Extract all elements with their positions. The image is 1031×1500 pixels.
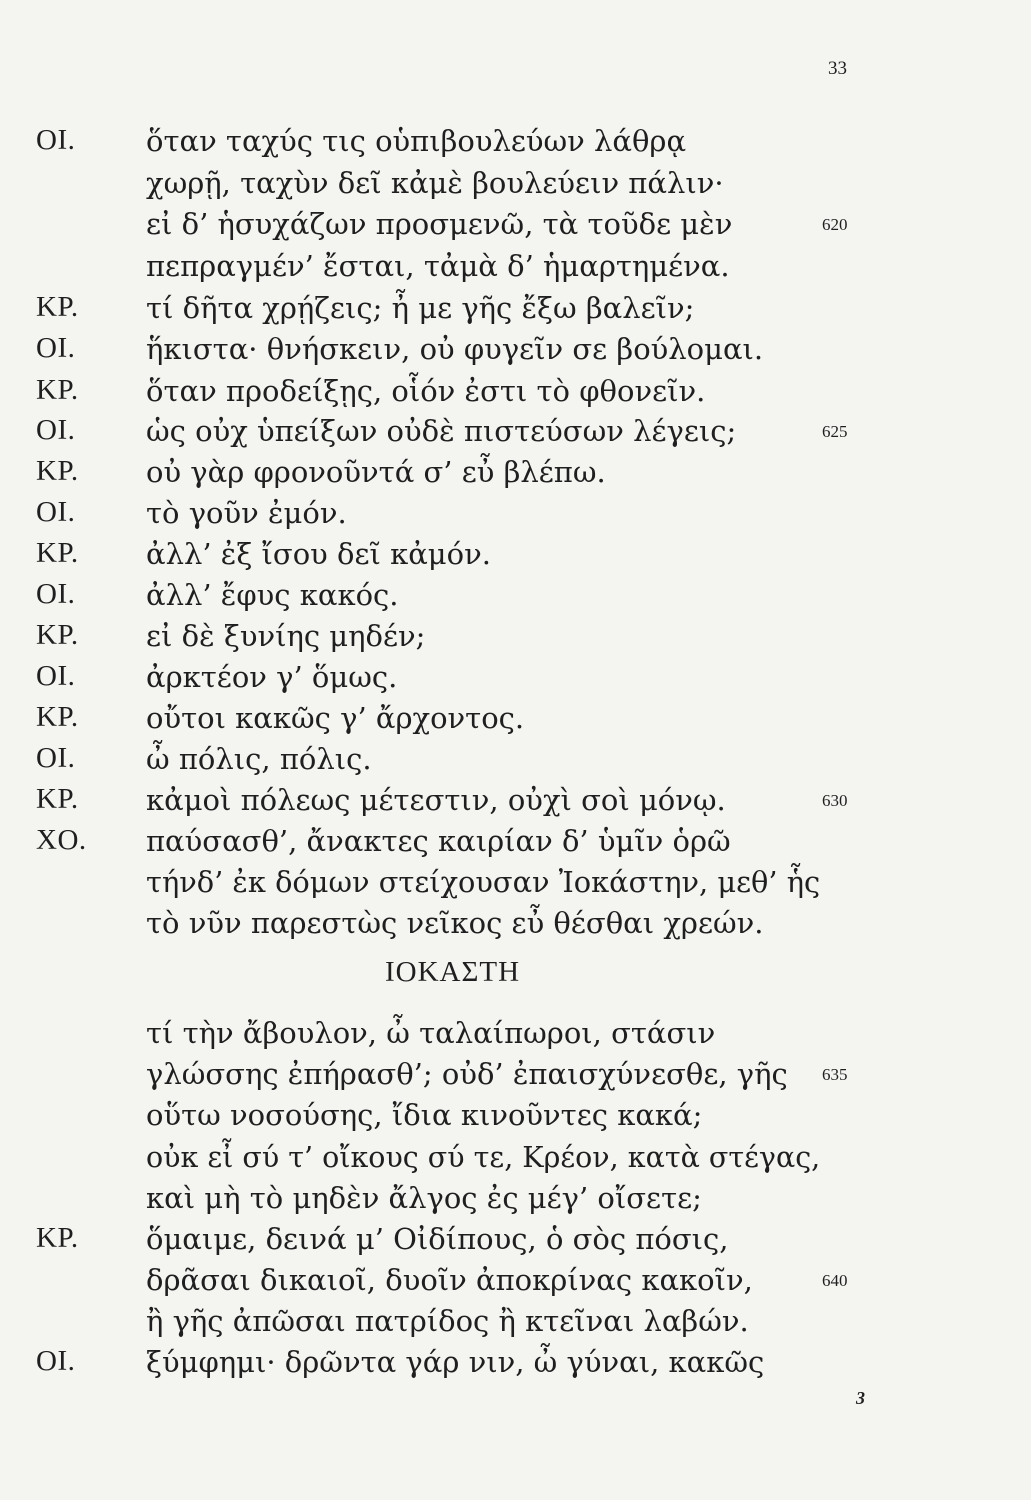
verse-text: τί δῆτα χρῄζεις; ἦ με γῆς ἔξω βαλεῖν; [146,291,695,325]
verse-text: ὅταν ταχύς τις οὑπιβουλεύων λάθρᾳ [146,124,687,158]
verse-text: ὅταν προδείξῃς, οἷόν ἐστι τὸ φθονεῖν. [146,374,706,408]
speaker-label: ΧΟ. [36,824,87,856]
verse-text: ὅμαιμε, δεινά μ’ Οἰδίπους, ὁ σὸς πόσις, [146,1222,729,1256]
verse-line [0,166,1031,206]
speaker-label: ΟΙ. [36,124,76,156]
speaker-label: ΚΡ. [36,783,79,815]
verse-line [0,207,1031,247]
line-number: 640 [822,1271,848,1290]
verse-line [0,742,1031,782]
verse-line [0,1057,1031,1097]
verse-line [0,332,1031,372]
speaker-label: ΚΡ. [36,1222,79,1254]
verse-line [0,124,1031,164]
page-number: 33 [828,58,847,79]
line-number: 620 [822,215,848,234]
speaker-label: ΚΡ. [36,537,79,569]
speaker-label: ΟΙ. [36,578,76,610]
verse-line [0,783,1031,823]
verse-text: πεπραγμέν’ ἔσται, τἀμὰ δ’ ἡμαρτημένα. [146,249,730,283]
verse-text: τί τὴν ἄβουλον, ὦ ταλαίπωροι, στάσιν [146,1016,716,1050]
verse-text: οὐκ εἶ σύ τ’ οἴκους σύ τε, Κρέον, κατὰ στέγας, [146,1140,821,1174]
speaker-label: ΟΙ. [36,496,76,528]
verse-text: χωρῇ, ταχὺν δεῖ κἀμὲ βουλεύειν πάλιν· [146,166,724,200]
section-heading: ΙΟΚΑΣΤΗ [385,956,521,988]
verse-line [0,1263,1031,1303]
verse-text: τὸ γοῦν ἐμόν. [146,496,347,530]
line-number: 630 [822,791,848,810]
verse-line [0,496,1031,536]
verse-line [0,865,1031,905]
verse-line [0,1140,1031,1180]
speaker-label: ΟΙ. [36,742,76,774]
verse-text: δρᾶσαι δικαιοῖ, δυοῖν ἀποκρίνας κακοῖν, [146,1263,753,1297]
verse-line [0,701,1031,741]
verse-line [0,414,1031,454]
verse-text: ἢ γῆς ἀπῶσαι πατρίδος ἢ κτεῖναι λαβών. [146,1304,749,1338]
verse-text: κἀμοὶ πόλεως μέτεστιν, οὐχὶ σοὶ μόνῳ. [146,783,726,817]
speaker-label: ΚΡ. [36,701,79,733]
verse-text: παύσασθ’, ἄνακτες καιρίαν δ’ ὑμῖν ὁρῶ [146,824,731,858]
verse-line [0,619,1031,659]
verse-line [0,906,1031,946]
verse-line [0,455,1031,495]
verse-text: τὸ νῦν παρεστὼς νεῖκος εὖ θέσθαι χρεών. [146,906,764,940]
verse-line [0,291,1031,331]
verse-text: οὐ γὰρ φρονοῦντά σ’ εὖ βλέπω. [146,455,606,489]
line-number: 635 [822,1065,848,1084]
verse-text: ἀλλ’ ἐξ ἴσου δεῖ κἀμόν. [146,537,491,571]
verse-line [0,537,1031,577]
verse-line [0,1304,1031,1344]
speaker-label: ΚΡ. [36,455,79,487]
speaker-label: ΟΙ. [36,1345,76,1377]
verse-text: τήνδ’ ἐκ δόμων στείχουσαν Ἰοκάστην, μεθ’ ἧς [146,865,821,899]
verse-line [0,1016,1031,1056]
verse-line [0,249,1031,289]
verse-line [0,1222,1031,1262]
verse-text: εἰ δὲ ξυνίης μηδέν; [146,619,426,653]
line-number: 625 [822,422,848,441]
verse-line [0,824,1031,864]
signature-mark: 3 [856,1388,865,1408]
verse-text: καὶ μὴ τὸ μηδὲν ἄλγος ἐς μέγ’ οἴσετε; [146,1181,702,1215]
verse-line [0,660,1031,700]
speaker-label: ΚΡ. [36,619,79,651]
verse-text: ἀλλ’ ἔφυς κακός. [146,578,399,612]
verse-text: ἀρκτέον γ’ ὅμως. [146,660,398,694]
verse-line [0,578,1031,618]
speaker-label: ΚΡ. [36,291,79,323]
verse-text: ἥκιστα· θνήσκειν, οὐ φυγεῖν σε βούλομαι. [146,332,764,366]
verse-line [0,1345,1031,1385]
verse-text: εἰ δ’ ἡσυχάζων προσμενῶ, τὰ τοῦδε μὲν [146,207,733,241]
speaker-label: ΟΙ. [36,660,76,692]
verse-text: ὡς οὐχ ὑπείξων οὐδὲ πιστεύσων λέγεις; [146,414,737,448]
verse-line [0,1181,1031,1221]
verse-text: ξύμφημι· δρῶντα γάρ νιν, ὦ γύναι, κακῶς [146,1345,765,1379]
speaker-label: ΟΙ. [36,414,76,446]
verse-text: ὦ πόλις, πόλις. [146,742,372,776]
speaker-label: ΟΙ. [36,332,76,364]
speaker-label: ΚΡ. [36,374,79,406]
verse-line [0,374,1031,414]
verse-text: οὕτω νοσούσης, ἴδια κινοῦντες κακά; [146,1098,703,1132]
verse-text: γλώσσης ἐπήρασθ’; οὐδ’ ἐπαισχύνεσθε, γῆς [146,1057,788,1091]
verse-line [0,1098,1031,1138]
verse-text: οὔτοι κακῶς γ’ ἄρχοντος. [146,701,525,735]
